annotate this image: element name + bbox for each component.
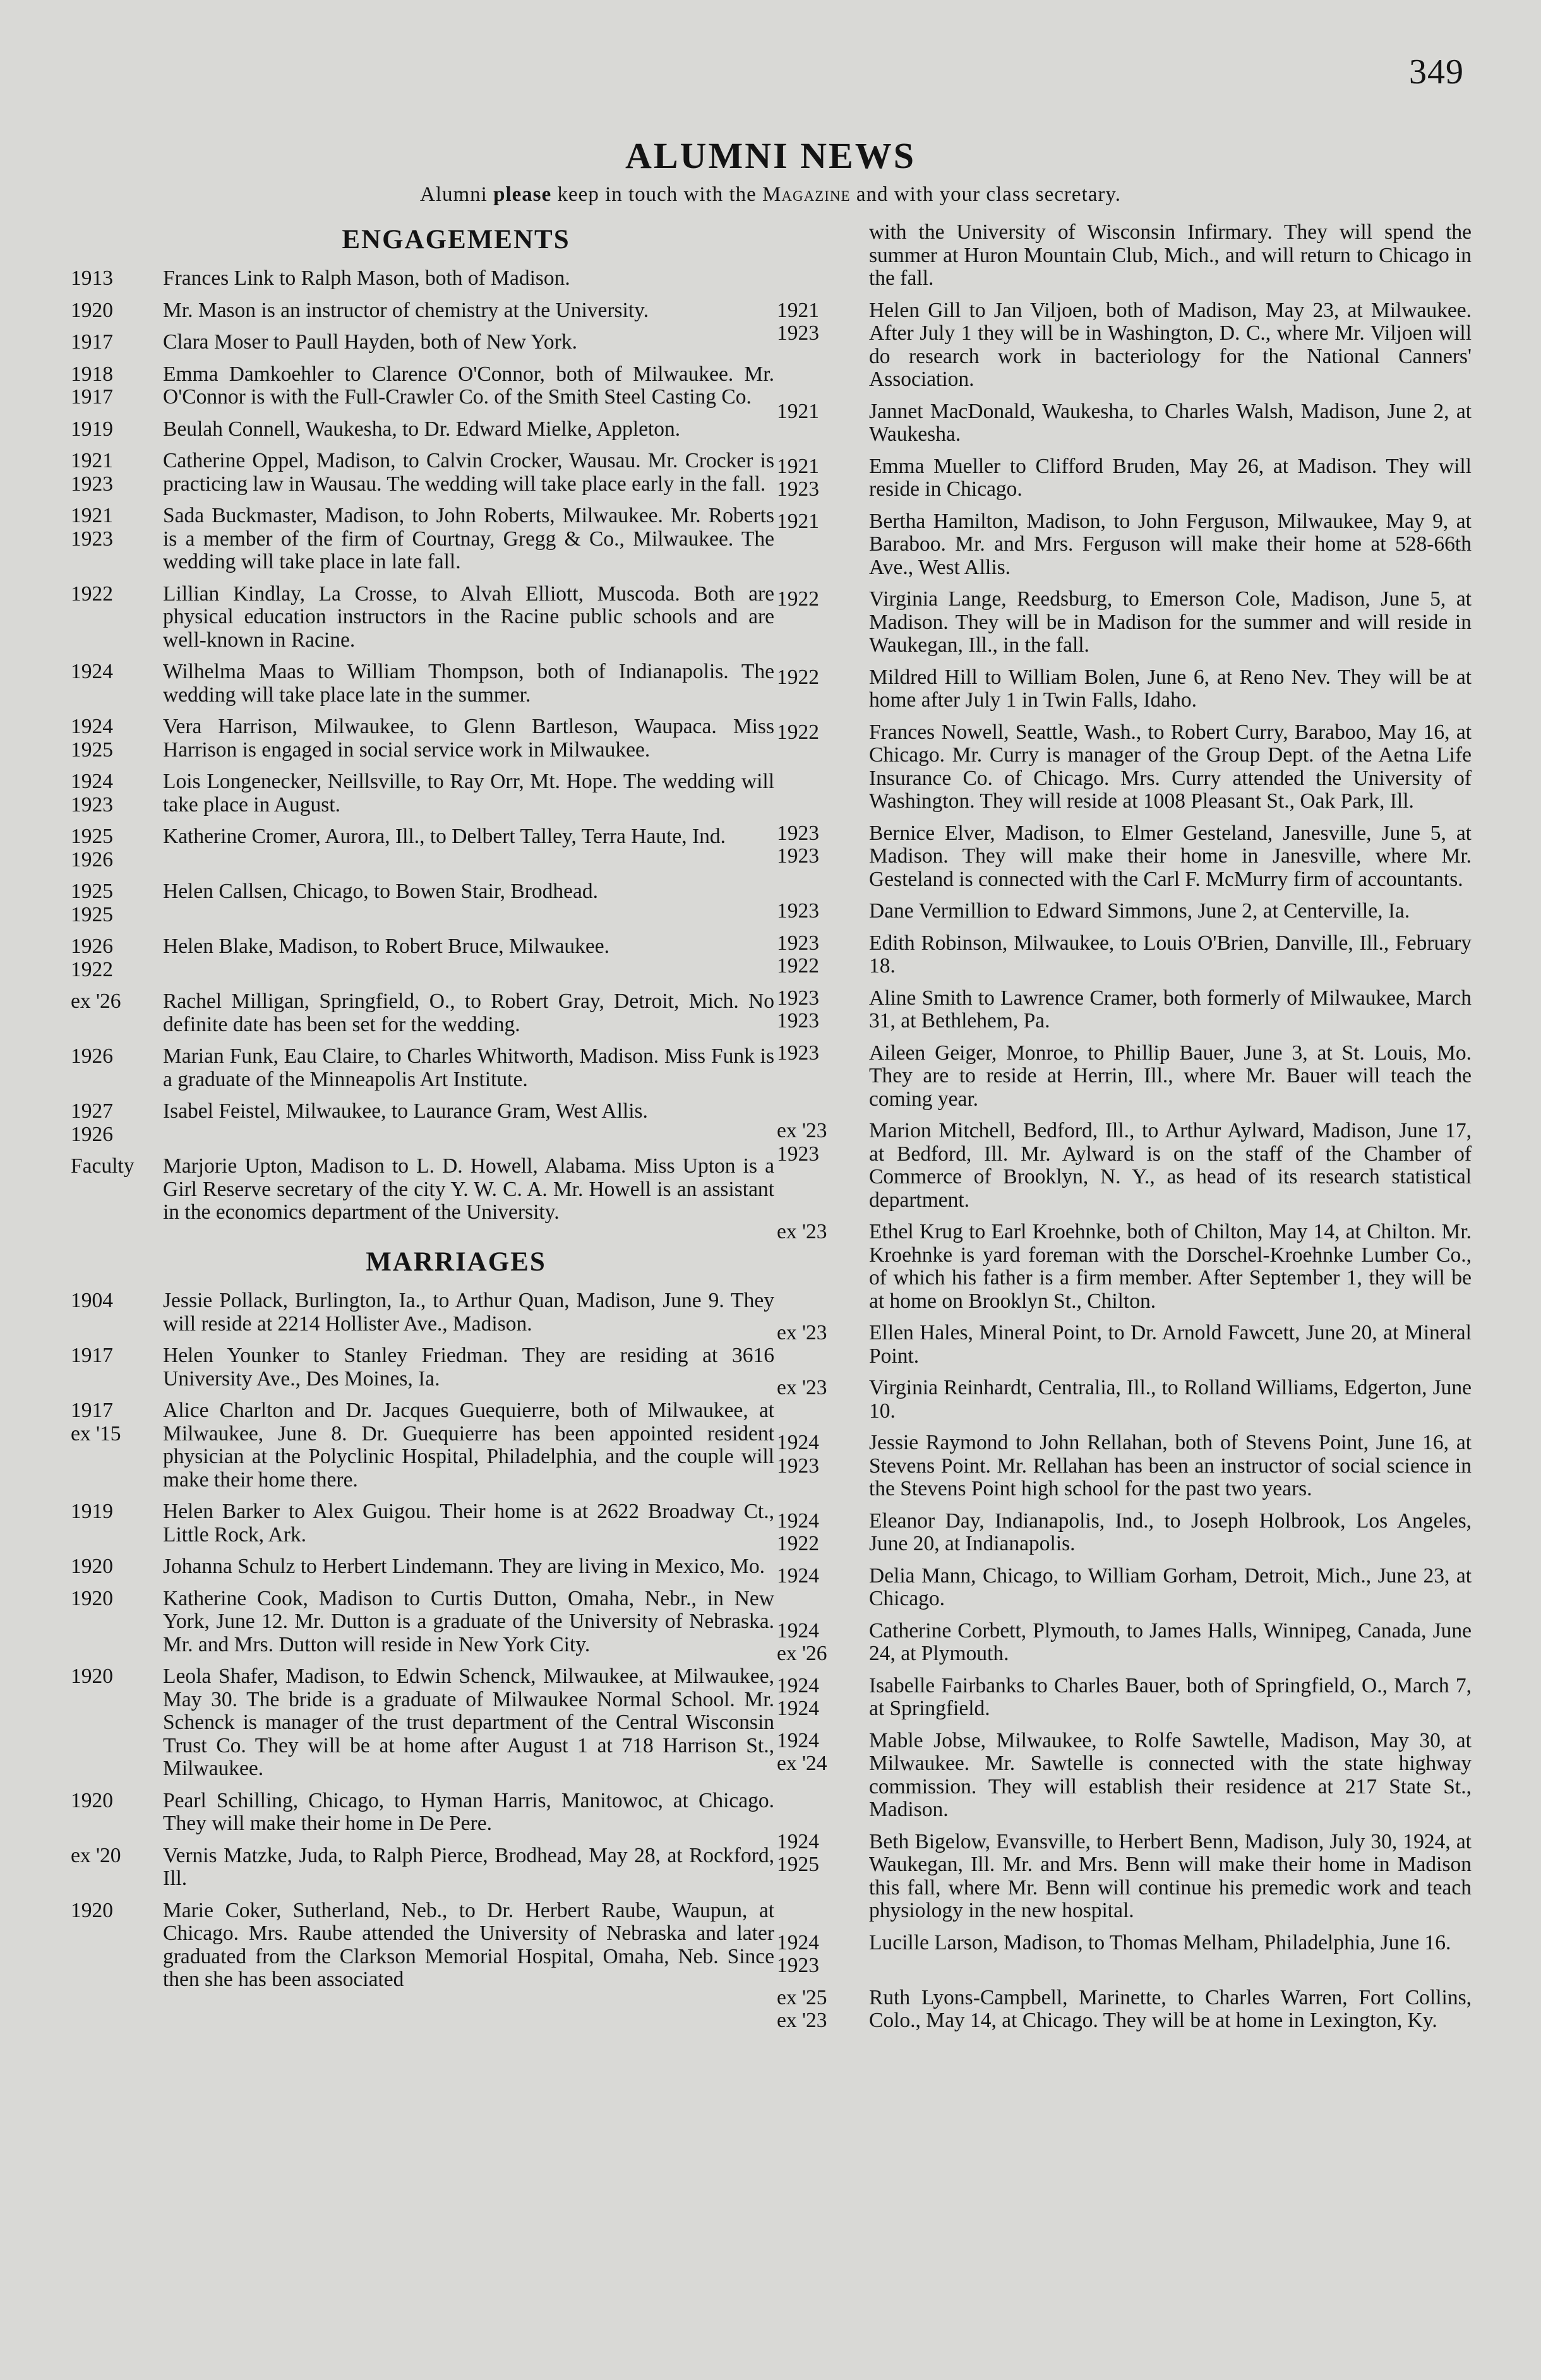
list-item — [68, 990, 774, 1036]
entry-text: Isabel Feistel, Milwaukee, to Laurance Gram, West Allis. — [163, 1099, 648, 1123]
class-year: 1924 — [71, 660, 113, 684]
class-year: 1926 1922 — [71, 935, 113, 981]
class-year: ex '23 1923 — [777, 1119, 827, 1166]
list-item — [774, 987, 1472, 1033]
entry-text: Helen Younker to Stanley Friedman. They are residing at 3616 University Ave., Des Moines, Ia. — [163, 1344, 774, 1390]
class-year: 1919 — [71, 1500, 113, 1524]
list-item — [774, 299, 1472, 392]
class-year: 1923 1922 — [777, 931, 819, 978]
class-year: 1922 — [777, 720, 819, 744]
entry-text: Virginia Reinhardt, Centralia, Ill., to Rolland Williams, Edgerton, June 10. — [869, 1376, 1472, 1423]
class-year: 1920 — [71, 1555, 113, 1579]
list-item — [68, 450, 774, 496]
list-item — [68, 1899, 774, 1992]
class-year: 1918 1917 — [71, 362, 113, 409]
list-item — [68, 1588, 774, 1657]
entry-text: Jessie Raymond to John Rellahan, both of Stevens Point, June 16, at Stevens Point. Mr. Rellahan has been an instructor of social science in the Stevens Point high school for the past two years. — [869, 1431, 1472, 1500]
page-number: 349 — [1409, 52, 1464, 92]
entry-text: Clara Moser to Paull Hayden, both of New York. — [163, 330, 577, 354]
entry-text: Lucille Larson, Madison, to Thomas Melham, Philadelphia, June 16. — [869, 1930, 1451, 1954]
entry-text: Vera Harrison, Milwaukee, to Glenn Bartleson, Waupaca. Miss Harrison is engaged in social service work in Milwaukee. — [163, 715, 774, 762]
entry-text: Jessie Pollack, Burlington, Ia., to Arthur Quan, Madison, June 9. They will reside at 2214 Hollister Ave., Madison. — [163, 1289, 774, 1336]
list-item — [68, 1790, 774, 1836]
class-year: 1913 — [71, 266, 113, 290]
list-item — [774, 721, 1472, 813]
list-item — [68, 770, 774, 816]
class-year: 1922 — [777, 665, 819, 689]
class-year: 1921 — [777, 509, 819, 533]
list-item — [68, 661, 774, 707]
entry-text: Bernice Elver, Madison, to Elmer Gesteland, Janesville, June 5, at Madison. They will make their home in Janesville, where Mr. Gesteland is connected with the Carl F. McMurry firm of accountants. — [869, 821, 1472, 891]
entry-text: Pearl Schilling, Chicago, to Hyman Harris, Manitowoc, at Chicago. They will make their home in De Pere. — [163, 1788, 774, 1836]
entry-text: Katherine Cromer, Aurora, Ill., to Delbert Talley, Terra Haute, Ind. — [163, 825, 726, 849]
list-item — [774, 510, 1472, 580]
list-item — [68, 505, 774, 574]
list-item — [774, 400, 1472, 446]
class-year: 1925 1926 — [71, 825, 113, 871]
class-year: 1904 — [71, 1289, 113, 1313]
list-item — [68, 299, 774, 323]
entry-text: Aline Smith to Lawrence Cramer, both formerly of Milwaukee, March 31, at Bethlehem, Pa. — [869, 986, 1472, 1032]
class-year: 1920 — [71, 1788, 113, 1812]
marriages-list-right — [774, 299, 1472, 2033]
class-year: 1921 1923 — [71, 504, 113, 551]
class-year: 1924 ex '26 — [777, 1618, 827, 1665]
list-item — [68, 935, 774, 981]
list-item — [774, 1377, 1472, 1423]
class-year: 1924 ex '24 — [777, 1728, 827, 1775]
list-item — [68, 825, 774, 871]
marriages-list-left — [68, 1289, 774, 1992]
entry-text: Mable Jobse, Milwaukee, to Rolfe Sawtelle, Madison, May 30, at Milwaukee. Mr. Sawtelle is connected with the state highway commission. They will establish their residence at 217 State St., Madison. — [869, 1728, 1472, 1821]
entry-text: Marion Mitchell, Bedford, Ill., to Arthur Aylward, Madison, June 17, at Bedford, Ill. Mr. Aylward is on the staff of the Chamber of Commerce of Brooklyn, N. Y., as head of its research statistical department. — [869, 1119, 1472, 1212]
class-year: 1921 — [777, 399, 819, 423]
class-year: 1924 1923 — [777, 1431, 819, 1478]
list-item — [68, 1289, 774, 1336]
entry-text: Marie Coker, Sutherland, Neb., to Dr. Herbert Raube, Waupun, at Chicago. Mrs. Raube attended the University of Nebraska and later graduated from the Clarkson Memorial Hospital, Omaha, Neb. Since then she has been associated — [163, 1898, 774, 1992]
list-item — [68, 1665, 774, 1781]
entry-text: Frances Link to Ralph Mason, both of Madison. — [163, 266, 570, 290]
class-year: 1923 1923 — [777, 986, 819, 1032]
class-year: 1924 1925 — [777, 1829, 819, 1876]
class-year: 1926 — [71, 1044, 113, 1068]
list-item — [68, 1555, 774, 1579]
list-item — [68, 1500, 774, 1546]
entry-text: Katherine Cook, Madison to Curtis Dutton, Omaha, Nebr., in New York, June 12. Mr. Dutton is a graduate of the University of Nebraska. Mr. and Mrs. Dutton will reside in New York City. — [163, 1586, 774, 1656]
entry-text: Beth Bigelow, Evansville, to Herbert Benn, Madison, July 30, 1924, at Waukegan, Ill. Mr. and Mrs. Benn will make their home in Madison this fall, where Mr. Benn will continue his premedic work and teach physiology in the new hospital. — [869, 1829, 1472, 1922]
class-year: 1917 — [71, 330, 113, 354]
list-item — [68, 331, 774, 354]
class-year: 1923 — [777, 1041, 819, 1065]
entry-text: Rachel Milligan, Springfield, O., to Robert Gray, Detroit, Mich. No definite date has been set for the wedding. — [163, 990, 774, 1036]
list-item — [774, 1565, 1472, 1611]
entry-text: Leola Shafer, Madison, to Edwin Schenck, Milwaukee, at Milwaukee, May 30. The bride is a graduate of Milwaukee Normal School. Mr. Schenck is manager of the trust department of the Central Wisconsin Trust Co. They will be at home after August 1 at 718 Harrison St., Milwaukee. — [163, 1665, 774, 1781]
list-item — [774, 1432, 1472, 1501]
list-item — [774, 1322, 1472, 1368]
entry-text: Marjorie Upton, Madison to L. D. Howell, Alabama. Miss Upton is a Girl Reserve secretary of the city Y. W. C. A. Mr. Howell is an assistant in the economics department of the University. — [163, 1154, 774, 1224]
left-column — [68, 221, 774, 2000]
entry-text: Ethel Krug to Earl Kroehnke, both of Chilton, May 14, at Chilton. Mr. Kroehnke is yard foreman with the Dorschel-Kroehnke Lumber Co., of which his father is a firm member. After September 1, they will be at home on Brooklyn St., Chilton. — [869, 1220, 1472, 1313]
class-year: 1921 1923 — [777, 454, 819, 501]
entry-text: Johanna Schulz to Herbert Lindemann. They are living in Mexico, Mo. — [163, 1555, 765, 1579]
entry-text: Lillian Kindlay, La Crosse, to Alvah Elliott, Muscoda. Both are physical education instructors in the Racine public schools and are well-known in Racine. — [163, 582, 774, 652]
list-item — [774, 455, 1472, 501]
class-year: ex '23 — [777, 1220, 827, 1243]
class-year: 1917 ex '15 — [71, 1399, 121, 1445]
class-year: 1924 1924 — [777, 1673, 819, 1720]
class-year: 1924 1923 — [777, 1930, 819, 1977]
right-column — [774, 221, 1472, 2042]
entry-text: Marian Funk, Eau Claire, to Charles Whitworth, Madison. Miss Funk is a graduate of the Minneapolis Art Institute. — [163, 1044, 774, 1091]
list-item — [774, 1510, 1472, 1556]
list-item — [68, 1100, 774, 1146]
entry-text: Delia Mann, Chicago, to William Gorham, Detroit, Mich., June 23, at Chicago. — [869, 1564, 1472, 1610]
entry-text: Helen Barker to Alex Guigou. Their home is at 2622 Broadway Ct., Little Rock, Ark. — [163, 1500, 774, 1546]
list-item — [68, 715, 774, 762]
list-item — [774, 1620, 1472, 1666]
class-year: 1924 — [777, 1564, 819, 1588]
entry-text: Vernis Matzke, Juda, to Ralph Pierce, Brodhead, May 28, at Rockford, Ill. — [163, 1843, 774, 1891]
class-year: 1919 — [71, 417, 113, 441]
entry-text: Bertha Hamilton, Madison, to John Ferguson, Milwaukee, May 9, at Baraboo. Mr. and Mrs. Ferguson will make their home at 528-66th Ave., West Allis. — [869, 509, 1472, 579]
entry-text: Virginia Lange, Reedsburg, to Emerson Cole, Madison, June 5, at Madison. They will be in Madison for the summer and will reside in Waukegan, Ill., in the fall. — [869, 587, 1472, 657]
class-year: Faculty — [71, 1154, 135, 1178]
entry-text: Helen Callsen, Chicago, to Bowen Stair, Brodhead. — [163, 880, 598, 904]
list-item — [68, 1399, 774, 1492]
list-item — [68, 1155, 774, 1224]
list-item — [774, 1042, 1472, 1111]
list-item — [774, 666, 1472, 712]
class-year: 1924 1925 — [71, 715, 113, 762]
continued-entry — [774, 221, 1472, 290]
entry-text: Aileen Geiger, Monroe, to Phillip Bauer, June 3, at St. Louis, Mo. They are to reside at Herrin, Ill., where Mr. Bauer will teach the coming year. — [869, 1041, 1472, 1111]
list-item — [774, 1120, 1472, 1212]
class-year: 1921 1923 — [71, 449, 113, 496]
class-year: ex '20 — [71, 1843, 121, 1867]
entry-text: Emma Damkoehler to Clarence O'Connor, both of Milwaukee. Mr. O'Connor is with the Full-Crawler Co. of the Smith Steel Casting Co. — [163, 362, 774, 409]
class-year: ex '23 — [777, 1321, 827, 1344]
class-year: 1920 — [71, 1665, 113, 1689]
list-item — [68, 1845, 774, 1891]
list-item — [68, 267, 774, 290]
class-year: ex '23 — [777, 1376, 827, 1399]
class-year: 1927 1926 — [71, 1099, 113, 1146]
entry-text: Ruth Lyons-Campbell, Marinette, to Charles Warren, Fort Collins, Colo., May 14, at Chicago. They will be at home in Lexington, Ky. — [869, 1985, 1472, 2032]
list-item — [774, 1987, 1472, 2033]
entry-text: Catherine Corbett, Plymouth, to James Halls, Winnipeg, Canada, June 24, at Plymouth. — [869, 1618, 1472, 1665]
list-item — [68, 1045, 774, 1091]
class-year: 1917 — [71, 1344, 113, 1368]
entry-text: with the University of Wisconsin Infirmary. They will spend the summer at Huron Mountain Club, Mich., and will return to Chicago in the fall. — [869, 220, 1472, 290]
list-item — [68, 1344, 774, 1390]
entry-text: Jannet MacDonald, Waukesha, to Charles Walsh, Madison, June 2, at Waukesha. — [869, 399, 1472, 446]
list-item — [774, 1932, 1472, 1978]
class-year: 1920 — [71, 1586, 113, 1610]
class-year: 1924 1922 — [777, 1509, 819, 1555]
list-item — [774, 1730, 1472, 1822]
class-year: 1923 — [777, 899, 819, 923]
class-year: 1920 — [71, 298, 113, 322]
list-item — [774, 1831, 1472, 1923]
class-year: 1925 1925 — [71, 880, 113, 926]
entry-text: Ellen Hales, Mineral Point, to Dr. Arnold Fawcett, June 20, at Mineral Point. — [869, 1321, 1472, 1368]
masthead-subtitle: Alumni please keep in touch with the Magazine and with your class secretary. — [420, 183, 1121, 206]
list-item — [774, 1221, 1472, 1313]
entry-text: Dane Vermillion to Edward Simmons, June 2, at Centerville, Ia. — [869, 899, 1410, 923]
entry-text: Beulah Connell, Waukesha, to Dr. Edward Mielke, Appleton. — [163, 417, 681, 441]
list-item — [68, 418, 774, 441]
class-year: 1922 — [777, 587, 819, 611]
list-item — [774, 588, 1472, 657]
list-item — [774, 822, 1472, 892]
masthead — [0, 135, 1541, 206]
list-item — [774, 900, 1472, 923]
entry-text: Isabelle Fairbanks to Charles Bauer, both of Springfield, O., March 7, at Springfield. — [869, 1673, 1472, 1720]
entry-text: Eleanor Day, Indianapolis, Ind., to Joseph Holbrook, Los Angeles, June 20, at Indianapolis. — [869, 1509, 1472, 1555]
class-year: 1921 1923 — [777, 298, 819, 345]
class-year: 1924 1923 — [71, 770, 113, 816]
entry-text: Helen Blake, Madison, to Robert Bruce, Milwaukee. — [163, 935, 610, 959]
entry-text: Emma Mueller to Clifford Bruden, May 26, at Madison. They will reside in Chicago. — [869, 454, 1472, 501]
class-year: ex '25 ex '23 — [777, 1985, 827, 2032]
class-year: 1920 — [71, 1898, 113, 1922]
entry-text: Helen Gill to Jan Viljoen, both of Madison, May 23, at Milwaukee. After July 1 they will be in Washington, D. C., where Mr. Viljoen will do research work in bacteriology for the National Canners' Association. — [869, 298, 1472, 391]
list-item — [774, 1675, 1472, 1721]
engagements-heading: ENGAGEMENTS — [342, 225, 570, 254]
list-item — [68, 880, 774, 926]
entry-text: Frances Nowell, Seattle, Wash., to Robert Curry, Baraboo, May 16, at Chicago. Mr. Curry is manager of the Group Dept. of the Aetna Life Insurance Co. of Chicago. Mrs. Curry attended the University of Washington. They will reside at 1008 Pleasant St., Oak Park, Ill. — [869, 720, 1472, 813]
list-item — [774, 932, 1472, 978]
entry-text: Mildred Hill to William Bolen, June 6, at Reno Nev. They will be at home after July 1 in Twin Falls, Idaho. — [869, 665, 1472, 712]
entry-text: Lois Longenecker, Neillsville, to Ray Orr, Mt. Hope. The wedding will take place in August. — [163, 770, 774, 816]
list-item — [68, 583, 774, 652]
engagements-list — [68, 267, 774, 1224]
class-year: 1922 — [71, 582, 113, 606]
entry-text: Wilhelma Maas to William Thompson, both of Indianapolis. The wedding will take place late in the summer. — [163, 660, 774, 707]
entry-text: Mr. Mason is an instructor of chemistry at the University. — [163, 298, 649, 322]
entry-text: Catherine Oppel, Madison, to Calvin Crocker, Wausau. Mr. Crocker is practicing law in Wausau. The wedding will take place early in the fall. — [163, 449, 774, 496]
page-title: ALUMNI NEWS — [625, 135, 916, 176]
marriages-heading: MARRIAGES — [366, 1247, 546, 1277]
list-item — [68, 363, 774, 409]
class-year: ex '26 — [71, 990, 121, 1014]
entry-text: Sada Buckmaster, Madison, to John Roberts, Milwaukee. Mr. Roberts is a member of the firm of Courtnay, Gregg & Co., Milwaukee. The wedding will take place in late fall. — [163, 504, 774, 574]
class-year: 1923 1923 — [777, 821, 819, 868]
entry-text: Edith Robinson, Milwaukee, to Louis O'Brien, Danville, Ill., February 18. — [869, 931, 1472, 978]
entry-text: Alice Charlton and Dr. Jacques Guequierre, both of Milwaukee, at Milwaukee, June 8. Dr. Guequierre has been appointed resident physician at the Polyclinic Hospital, Philadelphia, and the couple will make their home there. — [163, 1399, 774, 1492]
